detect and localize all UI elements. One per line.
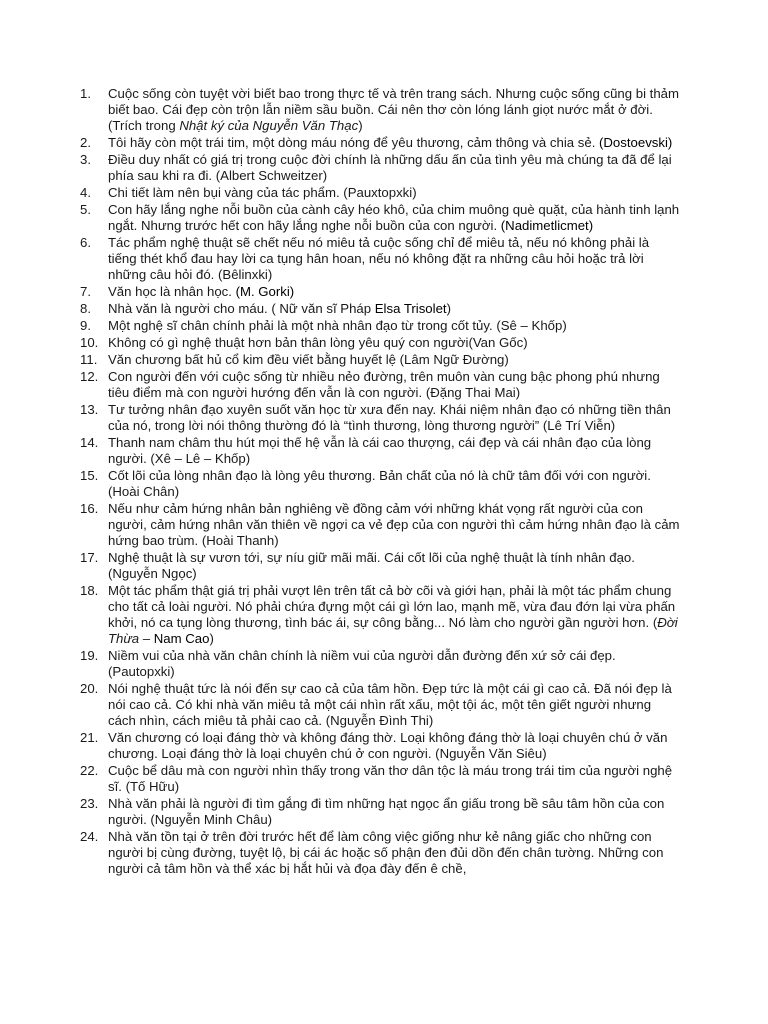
quote-item [80, 369, 680, 401]
quote-item [80, 730, 680, 762]
quote-item [80, 550, 680, 582]
quote-text [108, 152, 672, 183]
author-name: (Nadimetlicmet) [500, 218, 594, 233]
quote-item [80, 648, 680, 680]
quote-segment: Tác phẩm nghệ thuật sẽ chết nếu nó miêu tả cuộc sống chỉ để miêu tả, nếu nó không phải là tiếng thét khổ đau hay lời ca tụng hân hoan, nếu nó không đặt ra những câu hỏi hoặc trả lời những câu hỏi đó. (Bêlinxki) [108, 235, 650, 282]
quote-number: 24. [80, 829, 99, 844]
quote-segment: ) [446, 301, 451, 316]
quote-number: 19. [80, 648, 99, 663]
quote-text [108, 730, 667, 761]
quote-text [108, 335, 528, 350]
quote-text [108, 202, 679, 233]
quote-segment: Không có gì nghệ thuật hơn bản thân lòng yêu quý con người(Van Gốc) [108, 335, 528, 350]
quote-number: 14. [80, 435, 99, 450]
quote-item [80, 86, 680, 134]
quote-item [80, 435, 680, 467]
quote-segment: Văn chương bất hủ cổ kim đều viết bằng huyết lệ (Lâm Ngữ Đường) [108, 352, 509, 367]
quote-segment: Tư tưởng nhân đạo xuyên suốt văn học từ xưa đến nay. Khái niệm nhân đạo có những tiền thân của nó, trong lời nói thông thường đó là “tình thương, lòng thương người” (Lê Trí Viễn) [108, 402, 671, 433]
quote-item [80, 135, 680, 151]
quote-number: 6. [80, 235, 91, 250]
quote-text [108, 284, 294, 299]
quote-number: 10. [80, 335, 99, 350]
quote-number: 15. [80, 468, 99, 483]
quote-segment: Một tác phẩm thật giá trị phải vượt lên trên tất cả bờ cõi và giới hạn, phải là một tác phẩm chung cho tất cả loài người. Nó phải chứa đựng một cái gì lớn lao, mạnh mẽ, vừa đau đớn lại vừa phấn khởi, nó ca tụng lòng thương, tình bác ái, sự công bằng... Nó làm cho người gần người hơn. ( [108, 583, 676, 630]
quote-number: 2. [80, 135, 91, 150]
quote-item [80, 152, 680, 184]
quote-segment: Cuộc bể dâu mà con người nhìn thấy trong văn thơ dân tộc là máu trong trái tim của người nghệ sĩ. (Tố Hữu) [108, 763, 673, 794]
quote-number: 13. [80, 402, 99, 417]
quote-number: 18. [80, 583, 99, 598]
author-name: (Dostoevski) [599, 135, 673, 150]
author-name: Elsa Trisolet [374, 301, 447, 316]
quote-text [108, 468, 651, 499]
quote-segment: Nếu như cảm hứng nhân bản nghiêng về đồng cảm với những khát vọng rất người của con người, cảm hứng nhân văn thiên về ngợi ca vẻ đẹp của con người thì cảm hứng nhân đạo là cảm hứng bao trùm. (Hoài Thanh) [108, 501, 680, 548]
quote-item [80, 202, 680, 234]
quote-segment: Văn chương có loại đáng thờ và không đáng thờ. Loại không đáng thờ là loại chuyên chú ở văn chương. Loại đáng thờ là loại chuyên chú ở con người. (Nguyễn Văn Siêu) [108, 730, 668, 761]
quote-number: 5. [80, 202, 91, 217]
quote-text [108, 235, 649, 282]
quote-number: 23. [80, 796, 99, 811]
quote-text [108, 829, 663, 876]
quote-text [108, 435, 651, 466]
quote-item [80, 235, 680, 283]
quote-number: 3. [80, 152, 91, 167]
quote-text [108, 318, 567, 333]
quote-segment: Nghệ thuật là sự vươn tới, sự níu giữ mãi mãi. Cái cốt lõi của nghệ thuật là tính nhân đạo. (Nguyễn Ngọc) [108, 550, 635, 581]
quote-segment: Chi tiết làm nên bụi vàng của tác phẩm. (Pauxtopxki) [108, 185, 417, 200]
quote-item [80, 352, 680, 368]
quote-item [80, 468, 680, 500]
quote-text [108, 402, 671, 433]
quote-segment: Con hãy lắng nghe nỗi buồn của cành cây héo khô, của chim muông què quặt, của hành tinh lạnh ngắt. Nhưng trước hết con hãy lắng nghe nỗi buồn của con người. [108, 202, 680, 233]
italic-title: Đời Thừa [108, 615, 678, 646]
quote-segment: Một nghệ sĩ chân chính phải là một nhà nhân đạo từ trong cốt tủy. (Sê – Khốp) [108, 318, 567, 333]
quote-segment: Nhà văn tồn tại ở trên đời trước hết để làm công việc giống như kẻ nâng giấc cho những con người bị cùng đường, tuyệt lộ, bị cái ác hoặc số phận đen đủi dồn đến chân tường. Những con người cả tâm hồn và thể xác bị hắt hủi và đọa đày đến ê chề, [108, 829, 664, 876]
quote-number: 17. [80, 550, 99, 565]
quote-text [108, 796, 664, 827]
quote-number: 7. [80, 284, 91, 299]
quote-text [108, 583, 678, 646]
quote-number: 11. [80, 352, 98, 367]
quote-number: 16. [80, 501, 99, 516]
quote-item [80, 402, 680, 434]
quotes-list [80, 86, 680, 878]
quote-text [108, 185, 417, 200]
quote-number: 20. [80, 681, 99, 696]
quote-item [80, 284, 680, 300]
quote-number: 12. [80, 369, 99, 384]
quote-segment: Con người đến với cuộc sống từ nhiều nẻo đường, trên muôn vàn cung bậc phong phú nhưng tiêu điểm mà con người hướng đến vẫn là con người. (Đặng Thai Mai) [108, 369, 660, 400]
italic-title: Nhật ký của Nguyễn Văn Thạc [179, 118, 359, 133]
quote-segment: Cốt lõi của lòng nhân đạo là lòng yêu thương. Bản chất của nó là chữ tâm đối với con người. (Hoài Chân) [108, 468, 651, 499]
quote-text [108, 135, 672, 150]
author-name: (M. Gorki) [235, 284, 295, 299]
quote-item [80, 829, 680, 877]
quote-segment: ) [358, 118, 363, 133]
quote-text [108, 763, 672, 794]
quote-item [80, 796, 680, 828]
quote-segment: Thanh nam châm thu hút mọi thế hệ vẫn là cái cao thượng, cái đẹp và cái nhân đạo của lòng người. (Xê – Lê – Khốp) [108, 435, 652, 466]
quote-segment: Nói nghệ thuật tức là nói đến sự cao cả của tâm hồn. Đẹp tức là một cái gì cao cả. Đã nói đẹp là nói cao cả. Có khi nhà văn miêu tả một cái nhìn rất xấu, một tội ác, một tên giết người nhưng cách nhìn, cách miêu tả phải cao cả. (Nguyễn Đình Thi) [108, 681, 672, 728]
quote-text [108, 550, 635, 581]
quote-number: 4. [80, 185, 91, 200]
quote-number: 22. [80, 763, 99, 778]
quote-item [80, 583, 680, 647]
quote-text [108, 86, 679, 133]
quote-text [108, 352, 509, 367]
quote-segment: Nhà văn là người cho máu. ( Nữ văn sĩ Pháp [108, 301, 375, 316]
quote-item [80, 318, 680, 334]
quote-segment: Điều duy nhất có giá trị trong cuộc đời chính là những dấu ấn của tình yêu mà chúng ta đã để lại phía sau khi ra đi. (Albert Schweitzer) [108, 152, 672, 183]
quote-number: 21. [80, 730, 99, 745]
quote-item [80, 185, 680, 201]
quote-text [108, 681, 672, 728]
quote-number: 9. [80, 318, 91, 333]
quote-item [80, 301, 680, 317]
quote-segment: Cuộc sống còn tuyệt vời biết bao trong thực tế và trên trang sách. Nhưng cuộc sống cũng bi thảm biết bao. Cái đẹp còn trộn lẫn niềm sầu buồn. Cái nên thơ còn lóng lánh giọt nước mắt ở đời. (Trích trong [108, 86, 679, 133]
quote-segment: Văn học là nhân học. [108, 284, 236, 299]
quote-segment: ) [209, 631, 214, 646]
quote-item [80, 335, 680, 351]
quote-text [108, 501, 680, 548]
quote-number: 8. [80, 301, 91, 316]
quote-segment: Tôi hãy còn một trái tim, một dòng máu nóng để yêu thương, cảm thông và chia sẻ. [108, 135, 600, 150]
quote-text [108, 301, 451, 316]
quote-segment: – [139, 631, 154, 646]
quote-text [108, 648, 616, 679]
author-name: Nam Cao [153, 631, 210, 646]
quote-segment: Nhà văn phải là người đi tìm gắng đi tìm những hạt ngọc ẩn giấu trong bề sâu tâm hồn của con người. (Nguyễn Minh Châu) [108, 796, 665, 827]
quote-segment: Niềm vui của nhà văn chân chính là niềm vui của người dẫn đường đến xứ sở cái đẹp. (Pautopxki) [108, 648, 616, 679]
quote-item [80, 501, 680, 549]
quote-number: 1. [80, 86, 91, 101]
quote-item [80, 763, 680, 795]
quote-text [108, 369, 660, 400]
quote-item [80, 681, 680, 729]
